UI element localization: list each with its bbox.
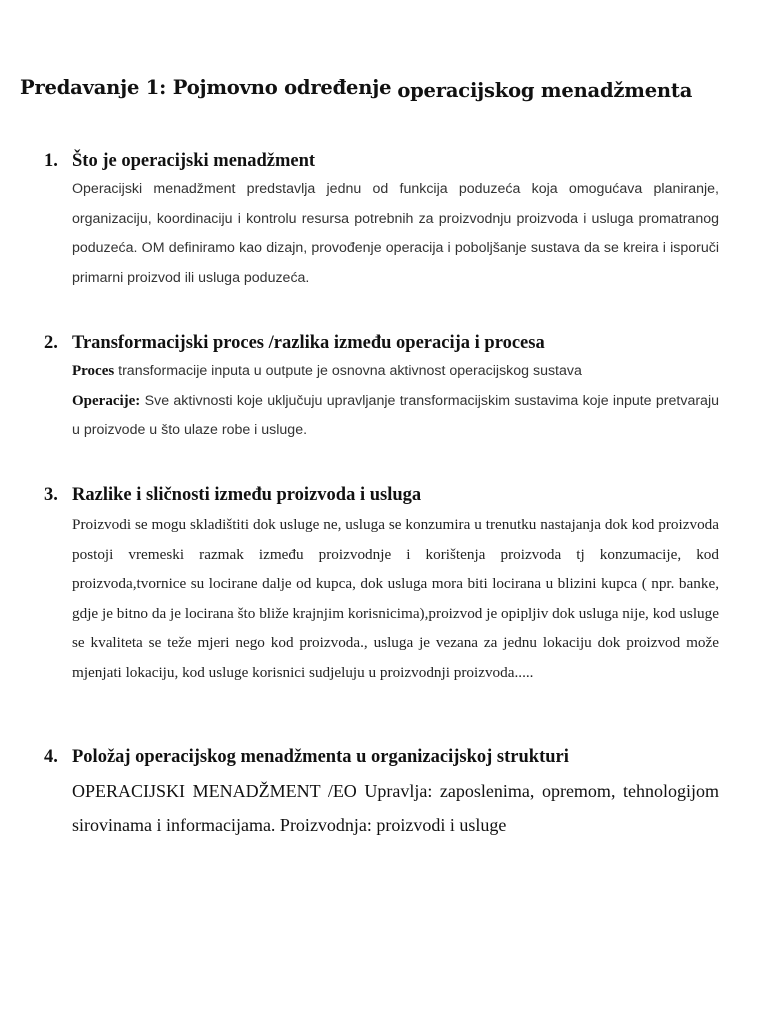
section-4-number: 4. [44, 747, 58, 767]
section-4 [44, 747, 719, 842]
section-2-heading [44, 333, 719, 354]
page-title [20, 76, 693, 102]
section-1-paragraph: Operacijski menadžment predstavlja jednu od funkcija poduzeća koja omogućava planiranje, organizaciju, koordinaciju i kontrolu resursa potrebnih za proizvodnju proizvoda i usluga promatranog poduzeća. OM definiramo kao dizajn, provođenje operacija i poboljšanje sustava da se kreira i isporuči primarni proizvod ili usluga poduzeća. [72, 181, 719, 287]
section-1-heading [44, 151, 719, 172]
section-2-heading-text: Transformacijski proces /razlika između operacija i procesa [72, 333, 545, 353]
section-3 [44, 485, 719, 687]
section-1-body [72, 175, 719, 294]
section-3-paragraph: Proizvodi se mogu skladištiti dok usluge ne, usluga se konzumira u trenutku nastajanja dok kod proizvoda postoji vremeski razmak između proizvodnje i korištenja proizvoda tj konzumacije, kod proizvoda,tvornice su locirane dalje od kupca, dok usluga mora biti locirana u blizini kupca ( npr. banke, gdje je bitno da je locirana što bliže krajnjim korisnicima),proizvod je opipljiv dok usluga nije, kod usluge se kvaliteta se teže mjeri nego kod proizvoda., usluga je vezana za jednu lokaciju dok proizvod može mjenjati lokaciju, kod usluge korisnici sudjeluju u proizvodnji proizvoda..... [72, 516, 719, 681]
section-3-body [72, 510, 719, 687]
section-4-heading-text: Položaj operacijskog menadžmenta u organizacijskoj strukturi [72, 747, 569, 767]
term-operacije: Operacije: [72, 392, 141, 409]
section-3-heading-text: Razlike i sličnosti između proizvoda i usluga [72, 485, 422, 505]
section-1-number: 1. [44, 151, 58, 171]
section-4-heading [44, 747, 719, 768]
term-proces: Proces [72, 363, 115, 379]
section-2-item-operations [72, 387, 719, 446]
section-1 [44, 151, 719, 294]
title-part-2: operacijskog menadžmenta [397, 79, 693, 102]
title-part-1: Predavanje 1: Pojmovno određenje [20, 76, 392, 99]
section-4-body [72, 774, 719, 842]
section-2-item-process-text: transformacije inputa u outpute je osnovna aktivnost operacijskog sustava [114, 363, 582, 379]
section-4-paragraph: OPERACIJSKI MENADŽMENT /EO Upravlja: zaposlenima, opremom, tehnologijom sirovinama i informacijama. Proizvodnja: proizvodi i usluge [72, 781, 719, 835]
section-3-heading [44, 485, 719, 506]
section-2-item-operations-text: Sve aktivnosti koje uključuju upravljanje transformacijskim sustavima koje inpute pretvaraju u proizvode u što ulaze robe i usluge. [72, 392, 719, 439]
section-2-item-process [72, 357, 719, 387]
section-2-body [72, 357, 719, 446]
section-2 [44, 333, 719, 446]
section-1-heading-text: Što je operacijski menadžment [72, 151, 316, 171]
section-3-number: 3. [44, 485, 58, 505]
section-2-number: 2. [44, 333, 58, 353]
